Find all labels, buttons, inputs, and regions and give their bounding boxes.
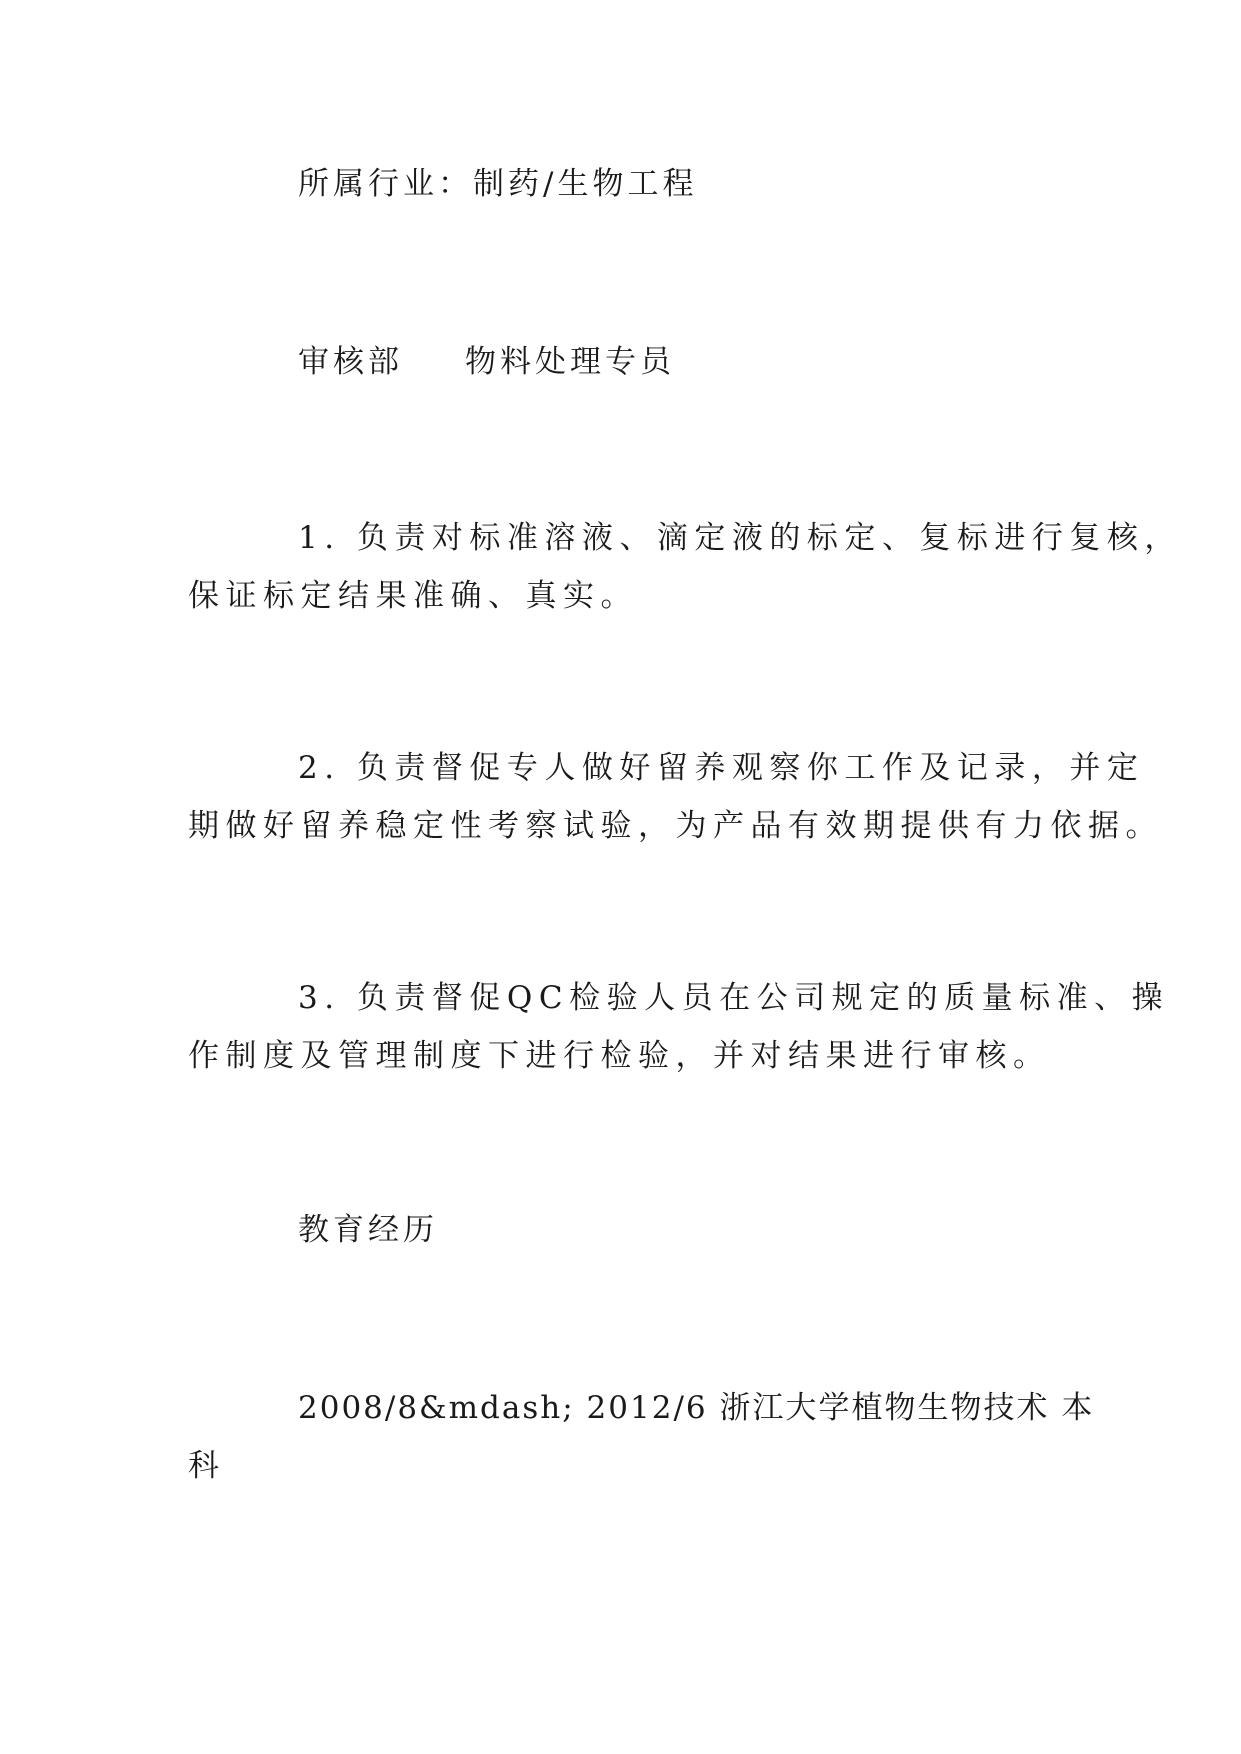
item-1-line-2: 保证标定结果准确、真实。 [188,578,638,614]
education-heading: 教育经历 [298,1212,438,1248]
department-position-line [298,342,675,382]
item-3-line-1: 3. 负责督促QC检验人员在公司规定的质量标准、操 [298,980,1170,1016]
item-1-line-1: 1. 负责对标准溶液、滴定液的标定、复标进行复核， [298,520,1182,556]
item-2-line-1: 2. 负责督促专人做好留养观察你工作及记录，并定 [298,750,1145,786]
education-line-1: 2008/8&mdash; 2012/6 浙江大学植物生物技术 本 [298,1390,1095,1426]
position-label: 物料处理专员 [465,344,675,380]
department-label: 审核部 [298,344,403,380]
item-2-line-2: 期做好留养稳定性考察试验，为产品有效期提供有力依据。 [188,808,1163,844]
education-line-2: 科 [188,1448,223,1484]
industry-line: 所属行业：制药/生物工程 [298,166,698,202]
item-3-line-2: 作制度及管理制度下进行检验，并对结果进行审核。 [188,1038,1051,1074]
